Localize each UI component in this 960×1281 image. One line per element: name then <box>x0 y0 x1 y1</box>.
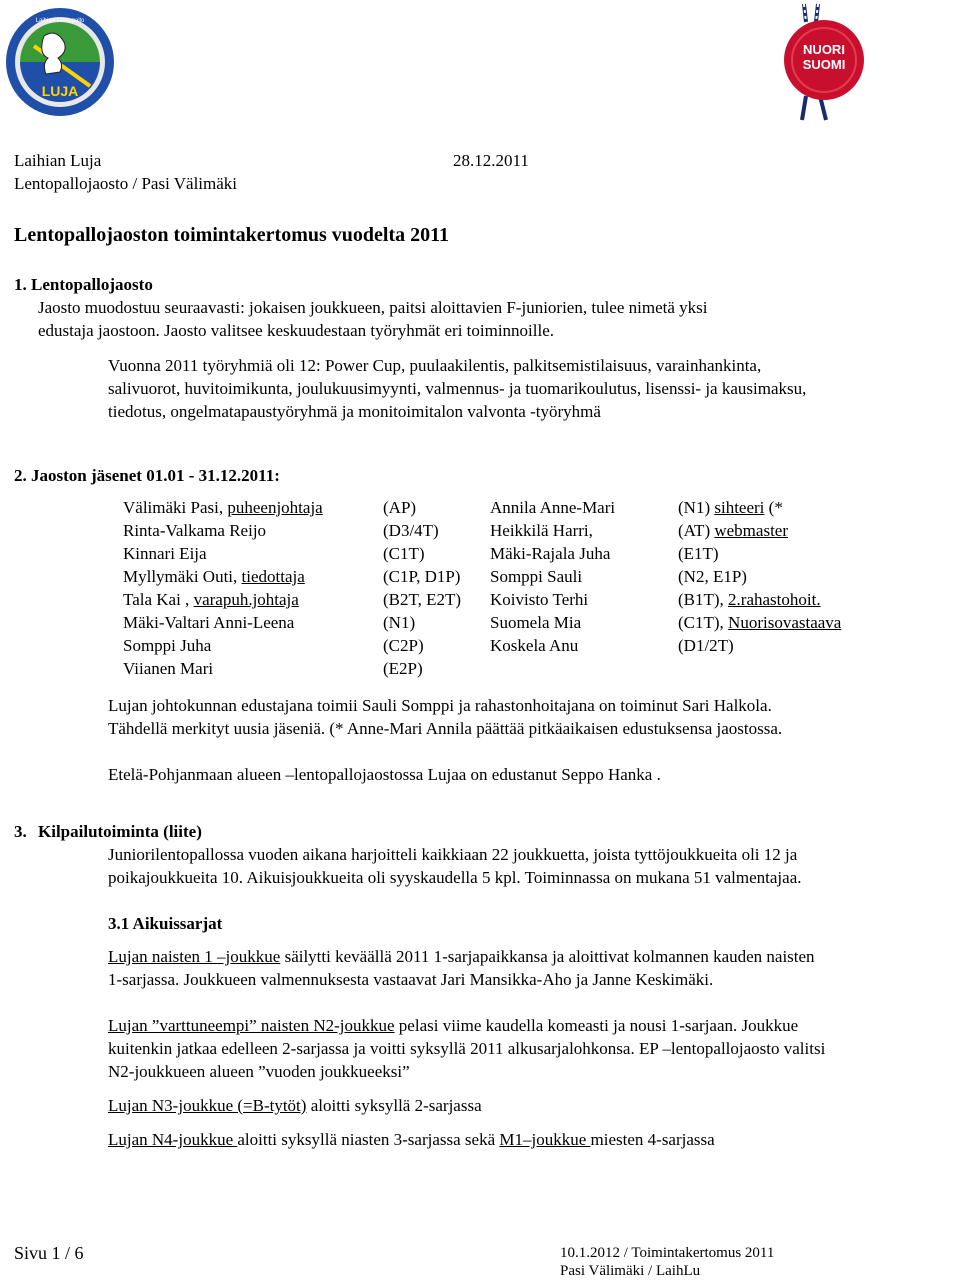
member-name-right <box>490 542 610 565</box>
s3-a-line2: 1-sarjassa. Joukkueen valmennuksesta vastaavat Jari Mansikka-Aho ja Janne Keskimäki. <box>108 970 714 989</box>
member-code: (D3/4T) <box>383 521 439 540</box>
s3-b-rest: pelasi viime kaudella komeasti ja nousi 1-sarjaan. Joukkue <box>394 1016 799 1035</box>
s3-d-rest: miesten 4-sarjassa <box>590 1130 715 1149</box>
member-note: (* <box>764 498 783 517</box>
member-name-left <box>123 657 213 680</box>
s3-p-line2: poikajoukkueita 10. Aikuisjoukkueita oli syyskaudella 5 kpl. Toiminnassa on mukana 51 valmentajaa. <box>108 868 802 887</box>
footer-page-number: Sivu 1 / 6 <box>14 1243 84 1263</box>
member-name: Viianen Mari <box>123 659 214 678</box>
nuori-suomi-logo <box>776 2 872 122</box>
member-name: Kinnari Eija <box>123 544 207 563</box>
member-name: Suomela Mia <box>490 613 582 632</box>
member-code: (C1P, D1P) <box>383 567 461 586</box>
member-name-left <box>123 496 323 519</box>
member-name-right <box>490 519 593 542</box>
member-role: puheenjohtaja <box>227 498 323 517</box>
member-role: tiedottaja <box>241 567 305 586</box>
s1-p2-line2: salivuorot, huvitoimikunta, joulukuusimyynti, valmennus- ja tuomarikoulutus, lisenssi- ja kausimaksu, <box>108 379 807 398</box>
s3-p-line1: Juniorilentopallossa vuoden aikana harjoitteli kaikkiaan 22 joukkuetta, joista tyttöjoukkueita oli 12 ja <box>108 845 798 864</box>
section-3-1-heading: 3.1 Aikuissarjat <box>108 914 223 933</box>
member-name: Somppi Sauli <box>490 567 583 586</box>
s2-note-line1: Lujan johtokunnan edustajana toimii Sauli Somppi ja rahastonhoitajana on toiminut Sari Halkola. <box>108 696 772 715</box>
member-code-left <box>383 519 439 542</box>
document-title: Lentopallojaoston toimintakertomus vuodelta 2011 <box>14 224 450 246</box>
n4-joukkue-link[interactable]: Lujan N4-joukkue <box>108 1130 238 1149</box>
member-role: Nuorisovastaava <box>728 613 842 632</box>
svg-text:NUORI: NUORI <box>803 42 845 57</box>
member-code-left <box>383 565 460 588</box>
member-code: (N2, E1P) <box>678 567 747 586</box>
member-code-right <box>678 496 783 519</box>
luja-logo <box>4 6 116 118</box>
member-code: (E2P) <box>383 659 423 678</box>
member-code: (AT) <box>678 521 715 540</box>
member-name-left <box>123 519 266 542</box>
s3-c-line <box>108 1094 482 1117</box>
header-date: 28.12.2011 <box>453 151 529 170</box>
member-code: (N1) <box>383 613 416 632</box>
member-name-right <box>490 611 581 634</box>
member-code-left <box>383 496 416 519</box>
member-name: Heikkilä Harri, <box>490 521 593 540</box>
svg-text:LUJA: LUJA <box>41 83 79 99</box>
member-name: Somppi Juha <box>123 636 212 655</box>
member-role: webmaster <box>714 521 788 540</box>
member-code-right <box>678 542 719 565</box>
s2-ep-line: Etelä-Pohjanmaan alueen –lentopallojaostossa Lujaa on edustanut Seppo Hanka . <box>108 765 661 784</box>
member-name: Mäki-Valtari Anni-Leena <box>123 613 295 632</box>
member-code: (E1T) <box>678 544 719 563</box>
section-3-number: 3. <box>14 822 27 841</box>
member-name-left <box>123 611 294 634</box>
member-code-right <box>678 565 747 588</box>
member-code-left <box>383 588 461 611</box>
s2-note-line2: Tähdellä merkityt uusia jäseniä. (* Anne-Mari Annila päättää pitkäaikaisen edustuksensa jaostossa. <box>108 719 783 738</box>
club-name: Laihian Luja <box>14 151 102 170</box>
section-1-heading: 1. Lentopallojaosto <box>14 275 153 294</box>
svg-text:SUOMI: SUOMI <box>802 57 846 72</box>
member-code: (B2T, E2T) <box>383 590 462 609</box>
member-code-left <box>383 634 424 657</box>
member-name-left <box>123 542 207 565</box>
naiset-1-link[interactable]: Lujan naisten 1 –joukkue <box>108 947 281 966</box>
s1-p1-line1: Jaosto muodostuu seuraavasti: jokaisen joukkueen, paitsi aloittavien F-juniorien, tulee nimetä yksi <box>38 298 708 317</box>
member-name-left <box>123 588 299 611</box>
member-name: Rinta-Valkama Reijo <box>123 521 267 540</box>
member-code: (N1) <box>678 498 715 517</box>
member-code: (D1/2T) <box>678 636 734 655</box>
member-name: Tala Kai , <box>123 590 194 609</box>
member-name-right <box>490 634 578 657</box>
section-3-heading: Kilpailutoiminta (liite) <box>38 822 202 841</box>
member-role: sihteeri <box>714 498 765 517</box>
footer-doc-info: 10.1.2012 / Toimintakertomus 2011 <box>560 1245 775 1261</box>
member-role: varapuh.johtaja <box>193 590 299 609</box>
section-2-heading: 2. Jaoston jäsenet 01.01 - 31.12.2011: <box>14 466 280 485</box>
member-code-left <box>383 611 415 634</box>
member-code-left <box>383 657 423 680</box>
member-name: Koivisto Terhi <box>490 590 589 609</box>
member-code-right <box>678 588 821 611</box>
member-name: Mäki-Rajala Juha <box>490 544 611 563</box>
member-name-right <box>490 588 588 611</box>
footer-author: Pasi Välimäki / LaihLu <box>560 1263 701 1279</box>
member-name-right <box>490 565 582 588</box>
member-name-right <box>490 496 615 519</box>
member-code: (B1T), <box>678 590 729 609</box>
s1-p2-line3: tiedotus, ongelmatapaustyöryhmä ja monitoimitalon valvonta -työryhmä <box>108 402 601 421</box>
s3-b-line3: N2-joukkueen alueen ”vuoden joukkueeksi” <box>108 1062 410 1081</box>
member-name-left <box>123 634 211 657</box>
m1-joukkue-link[interactable]: M1–joukkue <box>499 1130 591 1149</box>
member-name: Myllymäki Outi, <box>123 567 242 586</box>
s3-d-mid: aloitti syksyllä niasten 3-sarjassa sekä <box>237 1130 500 1149</box>
n3-joukkue-link[interactable]: Lujan N3-joukkue (=B-tytöt) <box>108 1096 307 1115</box>
s3-b-line1 <box>108 1014 798 1037</box>
s3-a-rest: säilytti keväällä 2011 1-sarjapaikkansa ja aloittivat kolmannen kauden naisten <box>280 947 815 966</box>
member-code-right <box>678 611 841 634</box>
s3-a-line1 <box>108 945 815 968</box>
section-author: Lentopallojaosto / Pasi Välimäki <box>14 174 238 193</box>
member-code-right <box>678 519 788 542</box>
s3-c-rest: aloitti syksyllä 2-sarjassa <box>306 1096 482 1115</box>
member-code: (C2P) <box>383 636 424 655</box>
member-name-left <box>123 565 305 588</box>
s3-d-line <box>108 1128 715 1151</box>
s1-p2-line1: Vuonna 2011 työryhmiä oli 12: Power Cup, puulaakilentis, palkitsemistilaisuus, varainhankinta, <box>108 356 762 375</box>
member-name: Koskela Anu <box>490 636 579 655</box>
n2-joukkue-link[interactable]: Lujan ”varttuneempi” naisten N2-joukkue <box>108 1016 395 1035</box>
member-role: 2.rahastohoit. <box>728 590 821 609</box>
member-name: Annila Anne-Mari <box>490 498 616 517</box>
member-code-left <box>383 542 425 565</box>
s1-p1-line2: edustaja jaostoon. Jaosto valitsee keskuudestaan työryhmät eri toiminnoille. <box>38 321 555 340</box>
member-name: Välimäki Pasi, <box>123 498 228 517</box>
member-code-right <box>678 634 734 657</box>
member-code: (C1T), <box>678 613 729 632</box>
member-code: (C1T) <box>383 544 425 563</box>
s3-b-line2: kuitenkin jatkaa edelleen 2-sarjassa ja voitti syksyllä 2011 alkusarjalohkonsa. EP –lentopallojaosto valitsi <box>108 1039 826 1058</box>
member-code: (AP) <box>383 498 417 517</box>
svg-text:Laihian Lentopallo: Laihian Lentopallo <box>35 18 85 24</box>
